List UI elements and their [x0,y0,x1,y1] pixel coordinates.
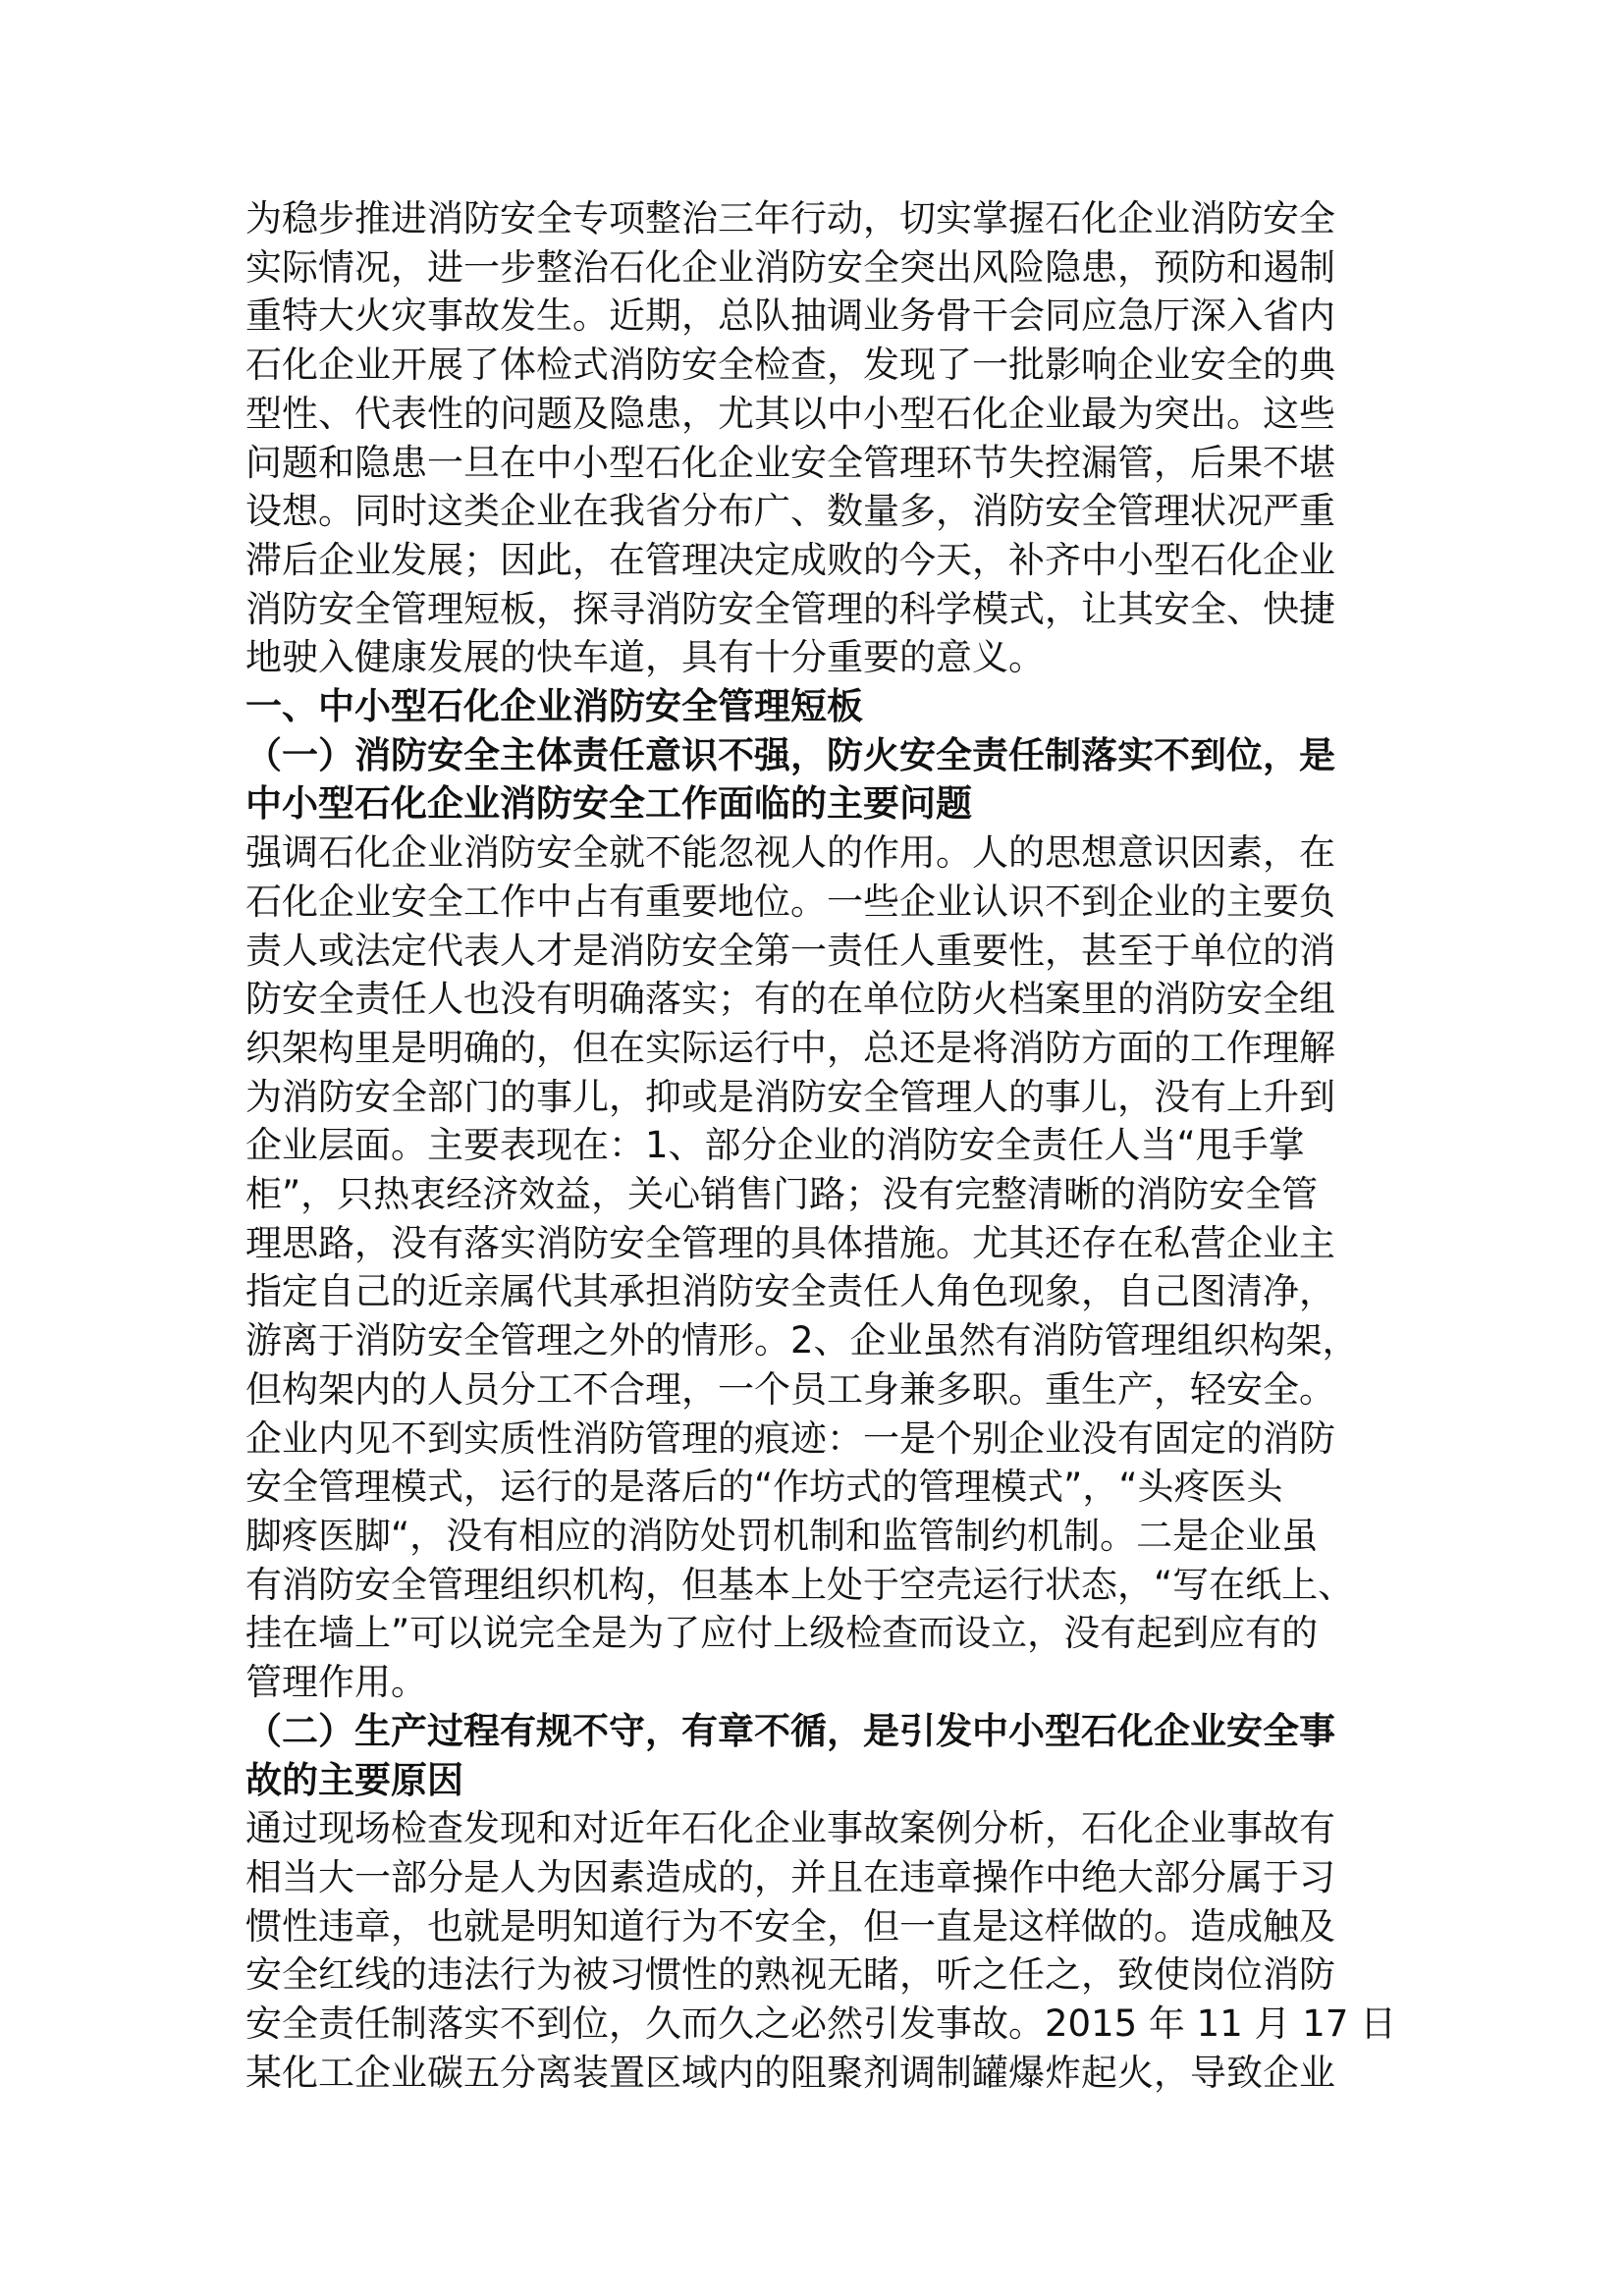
text-line: 相当大一部分是人为因素造成的，并且在违章操作中绝大部分属于习 [245,1855,1335,1898]
text-line: 问题和隐患一旦在中小型石化企业安全管理环节失控漏管，后果不堪 [245,441,1335,484]
text-line: 型性、代表性的问题及隐患，尤其以中小型石化企业最为突出。这些 [245,392,1335,435]
text-line: 某化工企业碳五分离装置区域内的阻聚剂调制罐爆炸起火，导致企业 [245,2051,1335,2094]
text-line: 地驶入健康发展的快车道，具有十分重要的意义。 [245,636,1045,679]
text-line: 惯性违章，也就是明知道行为不安全，但一直是这样做的。造成触及 [245,1904,1335,1948]
text-line: 企业层面。主要表现在：1、部分企业的消防安全责任人当“甩手掌 [245,1124,1305,1167]
intro-paragraph [245,194,1384,682]
text-line: 通过现场检查发现和对近年石化企业事故案例分析，石化企业事故有 [245,1807,1335,1850]
text-line: 石化企业开展了体检式消防安全检查，发现了一批影响企业安全的典 [245,344,1335,387]
heading-line: （一）消防安全主体责任意识不强，防火安全责任制落实不到位，是 [245,733,1335,776]
text-line: 有消防安全管理组织机构，但基本上处于空壳运行状态，“写在纸上、 [245,1563,1355,1606]
text-line: 滞后企业发展；因此，在管理决定成败的今天，补齐中小型石化企业 [245,538,1335,581]
text-line: 企业内见不到实质性消防管理的痕迹：一是个别企业没有固定的消防 [245,1416,1335,1460]
text-line: 实际情况，进一步整治石化企业消防安全突出风险隐患，预防和遏制 [245,245,1335,289]
text-line: 设想。同时这类企业在我省分布广、数量多，消防安全管理状况严重 [245,490,1335,533]
text-line: 织架构里是明确的，但在实际运行中，总还是将消防方面的工作理解 [245,1026,1335,1069]
text-line: 脚疼医脚“，没有相应的消防处罚机制和监管制约机制。二是企业虽 [245,1514,1319,1557]
text-line: 安全管理模式，运行的是落后的“作坊式的管理模式”，“头疼医头 [245,1466,1283,1509]
text-line: 重特大火灾事故发生。近期，总队抽调业务骨干会同应急厅深入省内 [245,294,1335,338]
text-line: 为消防安全部门的事儿，抑或是消防安全管理人的事儿，没有上升到 [245,1075,1335,1118]
document-page [245,194,1397,2097]
subsection-heading-2 [245,1707,1384,1804]
text-line: 挂在墙上”可以说完全是为了应付上级检查而设立，没有起到应有的 [245,1612,1319,1655]
heading-line: 故的主要原因 [245,1758,463,1801]
text-line: 但构架内的人员分工不合理，一个员工身兼多职。重生产，轻安全。 [245,1367,1335,1411]
heading-line: 一、中小型石化企业消防安全管理短板 [245,685,863,728]
text-line: 责人或法定代表人才是消防安全第一责任人重要性，甚至于单位的消 [245,929,1335,972]
text-line: 防安全责任人也没有明确落实；有的在单位防火档案里的消防安全组 [245,978,1335,1021]
heading-line: 中小型石化企业消防安全工作面临的主要问题 [245,782,972,826]
text-line: 安全红线的违法行为被习惯性的熟视无睹，听之任之，致使岗位消防 [245,1953,1335,1997]
text-line: 指定自己的近亲属代其承担消防安全责任人角色现象，自己图清净， [245,1270,1335,1313]
text-line: 强调石化企业消防安全就不能忽视人的作用。人的思想意识因素，在 [245,831,1335,875]
text-line: 石化企业安全工作中占有重要地位。一些企业认识不到企业的主要负 [245,880,1335,923]
subsection-heading-1 [245,731,1384,828]
heading-line: （二）生产过程有规不守，有章不循，是引发中小型石化企业安全事 [245,1709,1335,1752]
text-line: 游离于消防安全管理之外的情形。2、企业虽然有消防管理组织构架， [245,1319,1359,1362]
section-heading-1 [245,682,1384,731]
text-line: 为稳步推进消防安全专项整治三年行动，切实掌握石化企业消防安全 [245,197,1335,240]
text-line: 安全责任制落实不到位，久而久之必然引发事故。2015 年 11 月 17 日 [245,2002,1397,2046]
body-paragraph-2 [245,1804,1397,2097]
text-line: 消防安全管理短板，探寻消防安全管理的科学模式，让其安全、快捷 [245,587,1335,630]
body-paragraph-1 [245,828,1384,1707]
text-line: 理思路，没有落实消防安全管理的具体措施。尤其还存在私营企业主 [245,1221,1335,1264]
text-line: 柜”，只热衷经济效益，关心销售门路；没有完整清晰的消防安全管 [245,1173,1319,1216]
text-line: 管理作用。 [245,1661,427,1704]
